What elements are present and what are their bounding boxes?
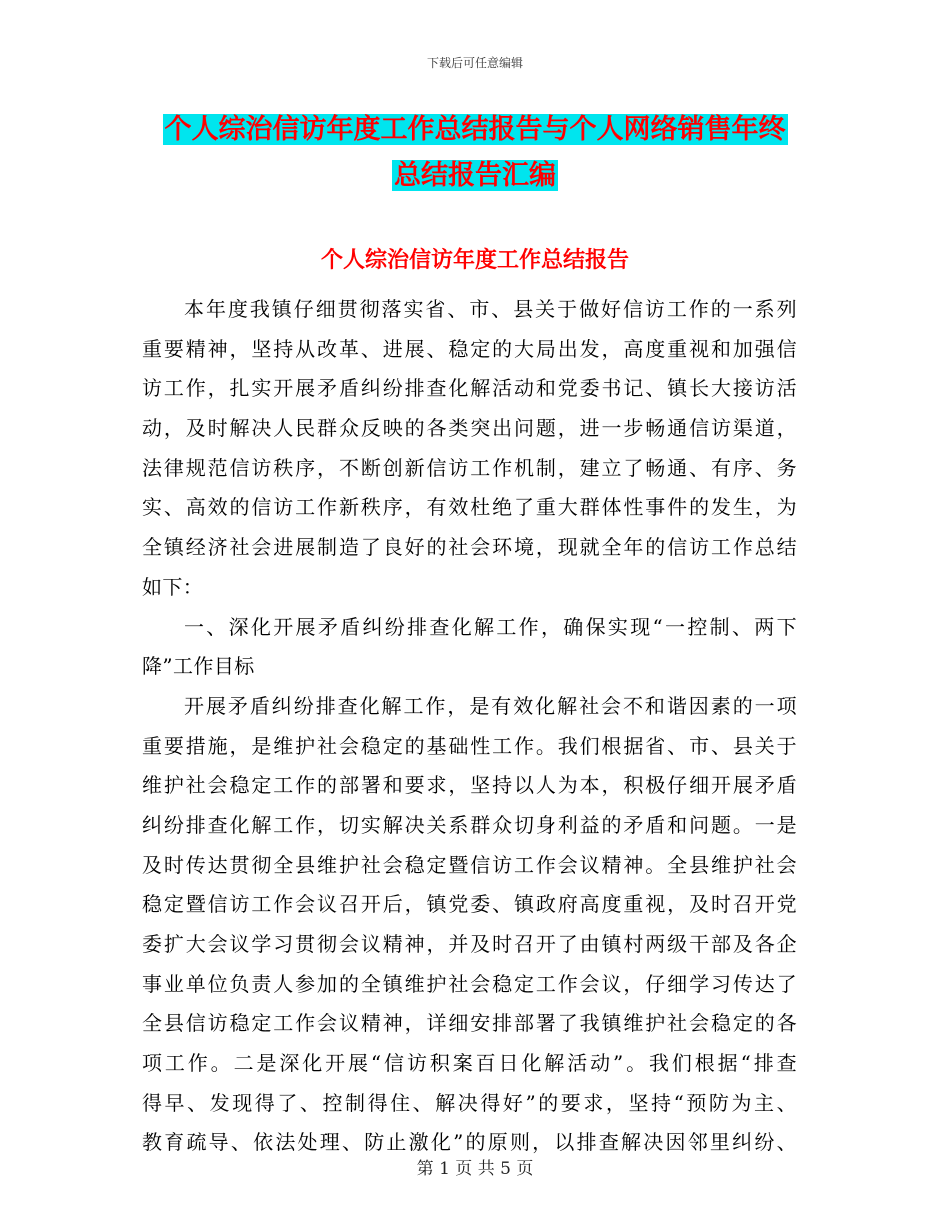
body-line: 重要措施，是维护社会稳定的基础性工作。我们根据省、市、县关于 xyxy=(142,733,797,758)
body-line: 开展矛盾纠纷排查化解工作，是有效化解社会不和谐因素的一项 xyxy=(184,693,797,718)
body-line: 委扩大会议学习贯彻会议精神，并及时召开了由镇村两级干部及各企 xyxy=(142,932,797,956)
document-title-line-1 xyxy=(0,108,950,151)
body-line: 本年度我镇仔细贯彻落实省、市、县关于做好信访工作的一系列 xyxy=(184,297,797,321)
body-line: 稳定暨信访工作会议召开后，镇党委、镇政府高度重视，及时召开党 xyxy=(142,892,797,917)
title-highlight-1: 个人综治信访年度工作总结报告与个人网络销售年终 xyxy=(164,114,786,145)
body-line: 重要精神，坚持从改革、进展、稳定的大局出发，高度重视和加强信 xyxy=(142,336,797,361)
section-title: 个人综治信访年度工作总结报告 xyxy=(320,248,629,273)
body-line: 全镇经济社会进展制造了良好的社会环境，现就全年的信访工作总结 xyxy=(142,535,797,560)
body-line: 维护社会稳定工作的部署和要求，坚持以人为本，积极仔细开展矛盾 xyxy=(142,773,797,798)
body-line: 及时传达贯彻全县维护社会稳定暨信访工作会议精神。全县维护社会 xyxy=(142,852,797,877)
body-line: 访工作，扎实开展矛盾纠纷排查化解活动和党委书记、镇长大接访活 xyxy=(142,376,797,401)
body-line: 降”工作目标 xyxy=(142,654,255,679)
page-header-note: 下载后可任意编辑 xyxy=(426,56,523,70)
title-highlight-2: 总结报告汇编 xyxy=(394,160,556,191)
document-title-line-2 xyxy=(0,154,950,197)
page-number: 第 1 页 共 5 页 xyxy=(416,1159,534,1179)
body-line: 动，及时解决人民群众反映的各类突出问题，进一步畅通信访渠道， xyxy=(142,416,797,441)
body-line: 事业单位负责人参加的全镇维护社会稳定工作会议，仔细学习传达了 xyxy=(142,971,797,996)
document-body xyxy=(142,290,797,1163)
body-line: 一、深化开展矛盾纠纷排查化解工作，确保实现“一控制、两下 xyxy=(184,614,797,639)
body-line: 纠纷排查化解工作，切实解决关系群众切身利益的矛盾和问题。一是 xyxy=(142,812,797,837)
body-line: 项工作。二是深化开展“信访积案百日化解活动”。我们根据“排查 xyxy=(142,1051,797,1076)
body-line: 如下： xyxy=(142,574,204,599)
body-line: 法律规范信访秩序，不断创新信访工作机制，建立了畅通、有序、务 xyxy=(142,455,797,480)
body-line: 得早、发现得了、控制得住、解决得好”的要求，坚持“预防为主、 xyxy=(142,1090,797,1115)
body-line: 全县信访稳定工作会议精神，详细安排部署了我镇维护社会稳定的各 xyxy=(142,1011,797,1036)
body-line: 教育疏导、依法处理、防止激化”的原则，以排查解决因邻里纠纷、 xyxy=(142,1130,797,1155)
body-line: 实、高效的信访工作新秩序，有效杜绝了重大群体性事件的发生，为 xyxy=(142,495,797,520)
